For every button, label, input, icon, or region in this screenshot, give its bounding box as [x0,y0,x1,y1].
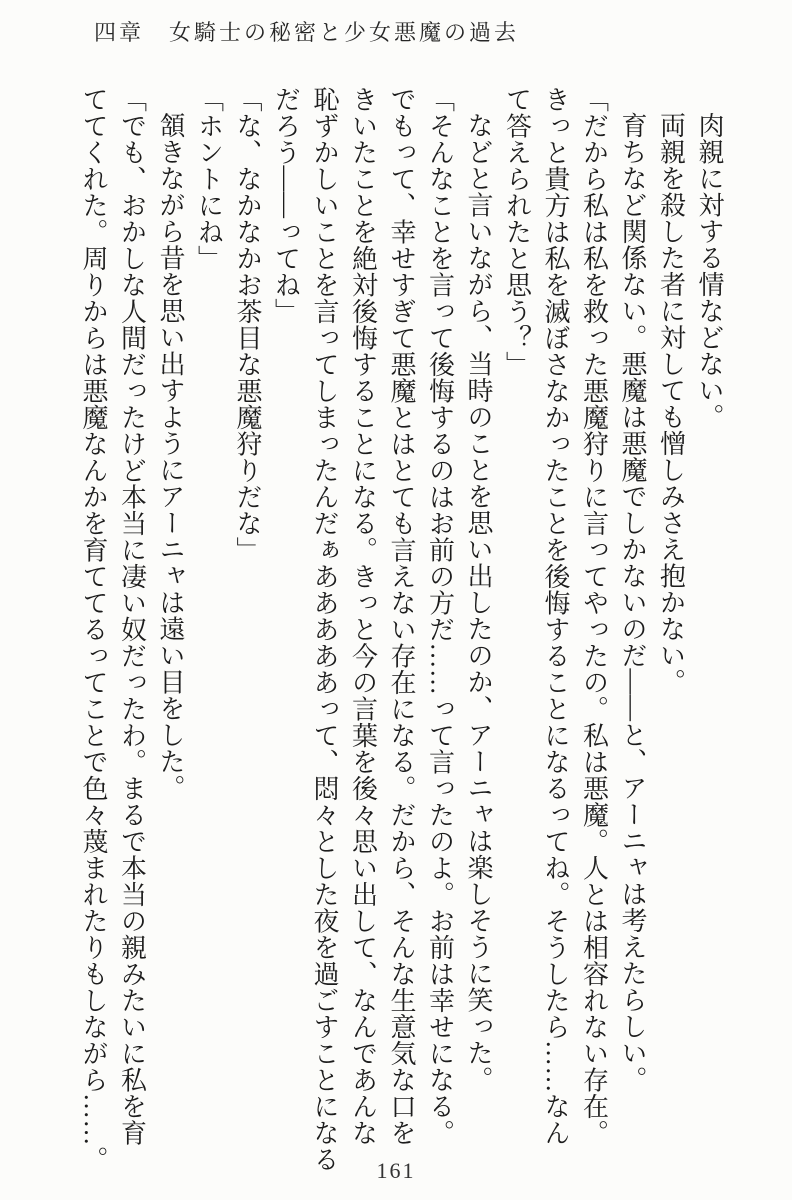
text-column: などと言いながら、当時のことを思い出したのか、アーニャは楽しそうに笑った。 [464,112,493,1093]
text-column: ててくれた。周りからは悪魔なんかを育ててるってことで色々蔑まれたりもしながら……。 [79,86,108,1173]
text-column: て答えられたと思う？」 [502,86,532,378]
text-column: 肉親に対する情などない。 [695,112,724,430]
text-column: 「だから私は私を救った悪魔狩りに言ってやったの。私は悪魔。人とは相容れない存在。 [579,86,609,1146]
text-column: 「でも、おかしな人間だったけど本当に凄い奴だったわ。まるで本当の親みたいに私を育 [117,86,147,1146]
page-number: 161 [376,1158,416,1183]
text-column: 育ちなど関係ない。悪魔は悪魔でしかないのだ――と、アーニャは考えたらしい。 [618,112,647,1093]
text-column: 「ホントにね」 [194,86,224,272]
text-column: 頷きながら昔を思い出すようにアーニャは遠い目をした。 [156,112,185,801]
text-column: きいたことを絶対後悔することになる。きっと今の言葉を後々思い出して、なんであんな [348,86,378,1146]
text-column: 恥ずかしいことを言ってしまったんだぁあああああって、悶々とした夜を過ごすことになる [310,86,339,1173]
text-column: だろう――ってね」 [271,86,301,325]
text-column: 「な、なかなかお茶目な悪魔狩りだな」 [233,86,262,563]
text-column: 「そんなことを言って後悔するのはお前の方だ……って言ったのよ。お前は幸せになる。 [425,86,455,1146]
text-column: でもって、幸せすぎて悪魔とはとても言えない存在になる。だから、そんな生意気な口を [387,86,416,1146]
text-column: 両親を殺した者に対しても憎しみさえ抱かない。 [656,112,686,695]
text-column: きっと貴方は私を滅ぼさなかったことを後悔することになるってね。そうしたら……なん [541,86,570,1146]
chapter-header: 四章 女騎士の秘密と少女悪魔の過去 [94,20,520,45]
